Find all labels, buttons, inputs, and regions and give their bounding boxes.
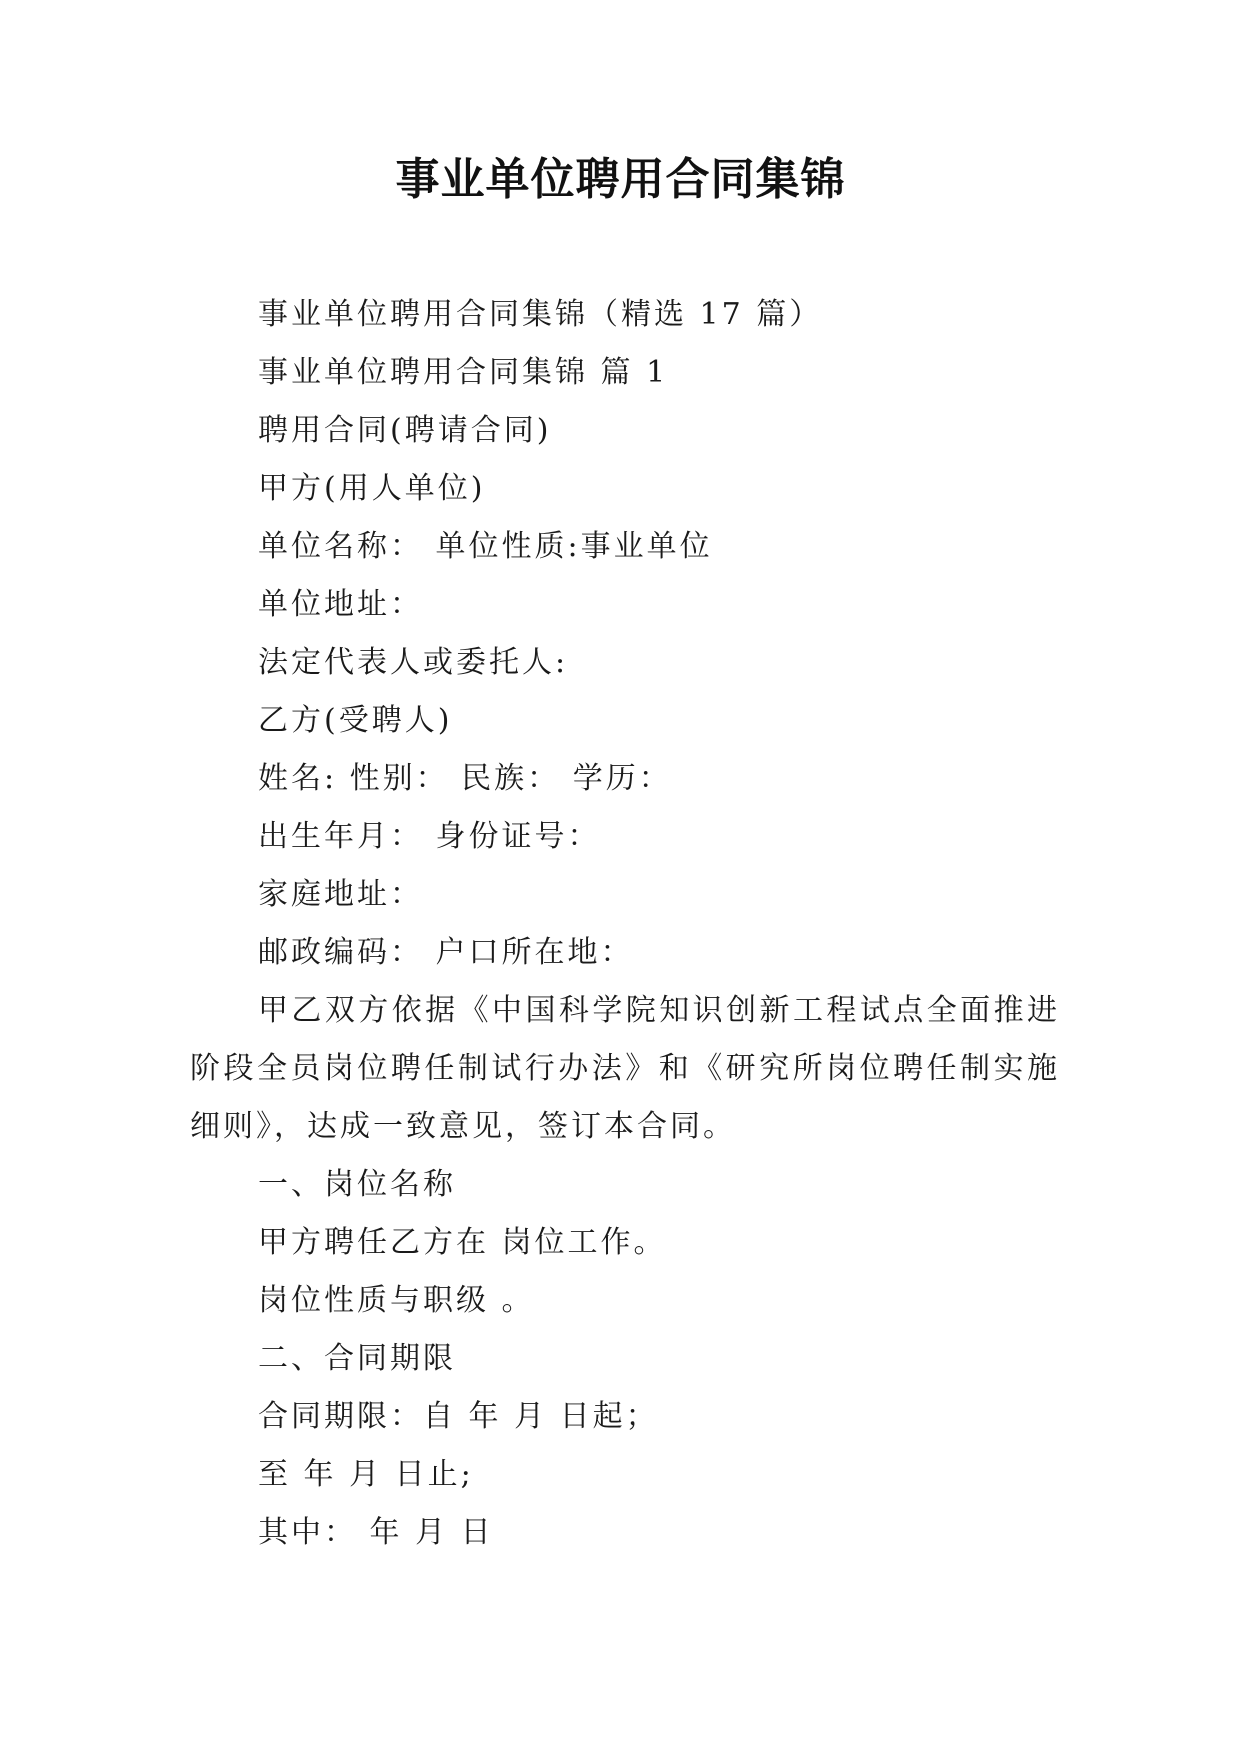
text-line-legal-representative: 法定代表人或委托人: xyxy=(258,645,569,680)
text-paragraph-agreement: 甲乙双方依据《中国科学院知识创新工程试点全面推进阶段全员岗位聘任制试行办法》和《研究所岗位聘任制实施细则》，达成一致意见，签订本合同。 xyxy=(190,993,1060,1144)
text-line-section-heading: 事业单位聘用合同集锦 篇 1 xyxy=(258,355,669,390)
text-line-home-address: 家庭地址： xyxy=(258,877,423,912)
document-body xyxy=(190,286,1060,1562)
text-line-unit-name: 单位名称： 单位性质:事业单位 xyxy=(258,529,713,564)
text-line-section-two: 二、合同期限 xyxy=(258,1341,456,1376)
text-line-term-start: 合同期限：自 年 月 日起； xyxy=(258,1399,659,1434)
text-line-term-among: 其中： 年 月 日 xyxy=(258,1515,494,1550)
text-line-party-b: 乙方(受聘人) xyxy=(258,703,453,738)
text-line-subtitle: 事业单位聘用合同集锦（精选 17 篇） xyxy=(258,297,823,332)
text-line-birth-id: 出生年月： 身份证号： xyxy=(258,819,601,854)
text-line-personal-info: 姓名: 性别： 民族： 学历： xyxy=(258,761,672,796)
text-line-section-one: 一、岗位名称 xyxy=(258,1167,456,1202)
text-line-contract-name: 聘用合同(聘请合同) xyxy=(258,413,552,448)
text-line-unit-address: 单位地址： xyxy=(258,587,423,622)
text-line-position-level: 岗位性质与职级 。 xyxy=(258,1283,535,1318)
text-line-position: 甲方聘任乙方在 岗位工作。 xyxy=(258,1225,667,1260)
text-line-postal-code: 邮政编码： 户口所在地： xyxy=(258,935,634,970)
text-line-term-end: 至 年 月 日止; xyxy=(258,1457,474,1492)
document-title: 事业单位聘用合同集锦 xyxy=(395,154,846,205)
text-line-party-a: 甲方(用人单位) xyxy=(258,471,486,506)
